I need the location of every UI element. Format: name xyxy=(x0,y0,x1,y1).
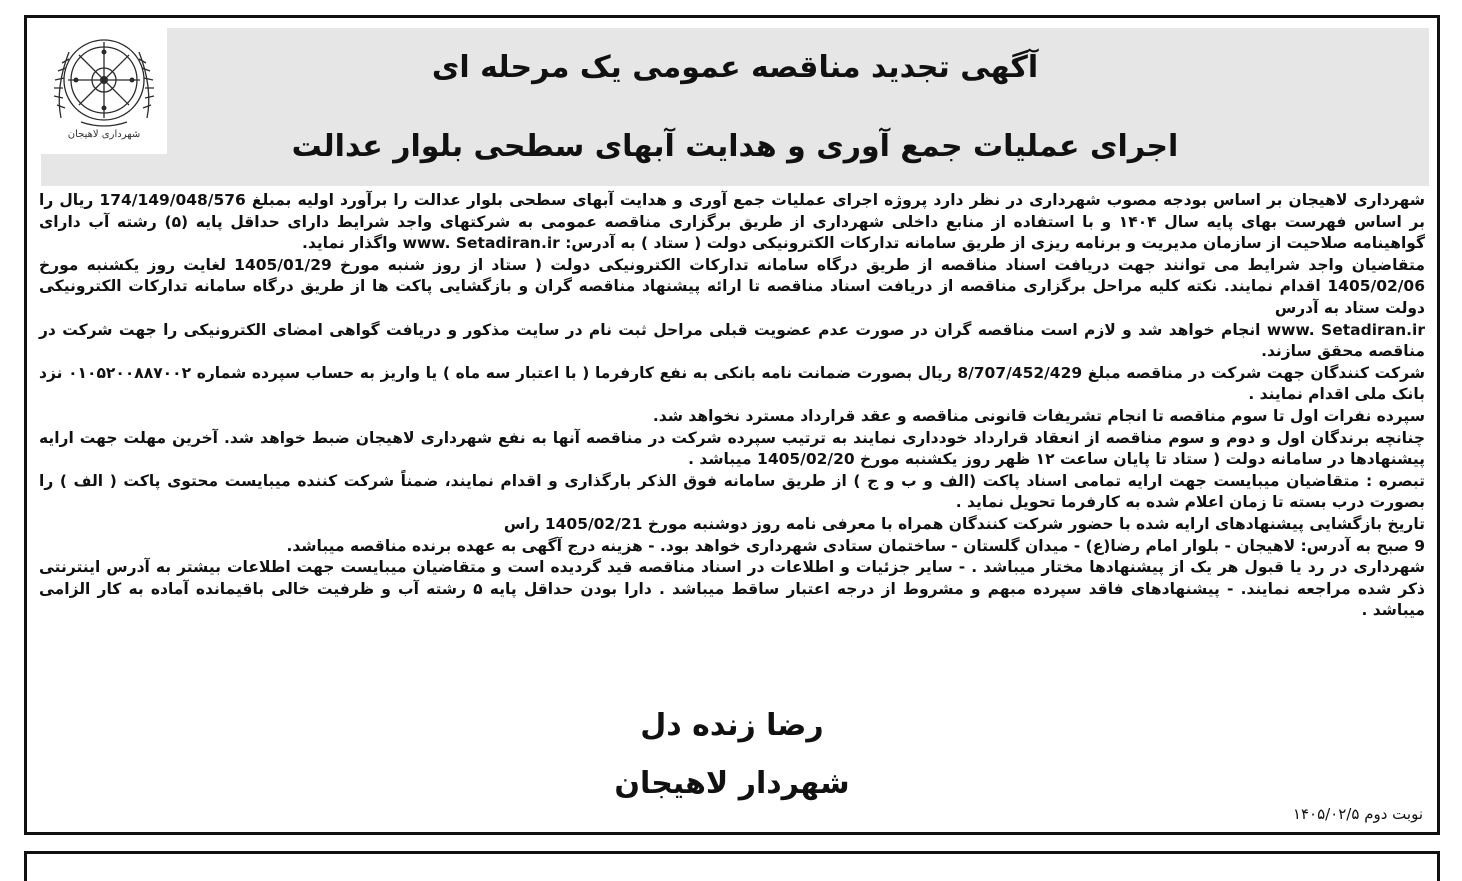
signer-name: رضا زنده دل xyxy=(640,708,824,743)
notice-title: آگهی تجدید مناقصه عمومی یک مرحله ای xyxy=(431,50,1039,85)
signer-title: شهردار لاهیجان xyxy=(614,766,850,801)
paragraph: تبصره : متقاضیان میبایست جهت ارایه تمامی اسناد پاکت (الف و ب و ج ) از طریق سامانه فوق الذکر بارگذاری و اقدام نمایند، ضمناً شرکت کننده میبایست محتوی پاکت ( الف ) را بصورت درب بسته تا زمان اعلام شده به کارفرما تحویل نماید . xyxy=(39,471,1425,512)
municipality-emblem xyxy=(41,28,167,154)
notice-header xyxy=(41,28,1429,186)
paragraph: متقاضیان واجد شرایط می توانند جهت دریافت اسناد مناقصه از طریق درگاه سامانه تدارکات الکترونیکی دولت ( ستاد از روز شنبه مورخ 1405/01/29 لغایت روز یکشنبه مورخ 1405/02/06 اقدام نمایند. نکته کلیه مراحل برگزاری مناقصه از دریافت اسناد مناقصه تا ارائه پیشنهاد مناقصه گران و بازگشایی پاکت ها از طریق درگاه سامانه تدارکات الکترونیکی دولت ستاد به آدرس xyxy=(39,255,1425,317)
tender-notice xyxy=(24,15,1440,835)
paragraph: چنانچه برندگان اول و دوم و سوم مناقصه از انعقاد قرارداد خودداری نمایند به ترتیب سپرده شرکت در مناقصه آنها به نفع شهرداری لاهیجان ضبط خواهد شد. آخرین مهلت جهت ارایه پیشنهادها در سامانه دولت ( ستاد تا پایان ساعت ۱۲ ظهر روز یکشنبه مورخ 1405/02/20 میباشد . xyxy=(39,428,1425,469)
paragraph: www. Setadiran.ir انجام خواهد شد و لازم است مناقصه گران در صورت عدم عضویت قبلی مراحل ثبت نام در سایت مذکور و دریافت گواهی امضای الکترونیکی را جهت شرکت در مناقصه محقق سازند. xyxy=(39,320,1425,361)
paragraph: شرکت کنندگان جهت شرکت در مناقصه مبلغ 8/707/452/429 ریال بصورت ضمانت نامه بانکی به نفع کارفرما ( با اعتبار سه ماه ) یا واریز به حساب سپرده شماره ۰۱۰۵۲۰۰۸۸۷۰۰۲ نزد بانک ملی اقدام نمایند . xyxy=(39,363,1425,404)
paragraph: سپرده نفرات اول تا سوم مناقصه تا انجام تشریفات قانونی مناقصه و عقد قرارداد مسترد نخواهد شد. xyxy=(652,406,1425,425)
emblem-caption: شهرداری لاهیجان xyxy=(67,129,141,140)
notice-subtitle: اجرای عملیات جمع آوری و هدایت آبهای سطحی بلوار عدالت xyxy=(291,129,1179,164)
publication-note: نوبت دوم ۱۴۰۵/۰۲/۵ xyxy=(1292,805,1423,823)
paragraph: 9 صبح به آدرس: لاهیجان - بلوار امام رضا(ع) - میدان گلستان - ساختمان ستادی شهرداری خواهد بود. - هزینه درج آگهی به عهده برنده مناقصه میباشد. xyxy=(286,536,1425,555)
paragraph: شهرداری لاهیجان بر اساس بودجه مصوب شهرداری در نظر دارد پروژه اجرای عملیات جمع آوری و هدایت آبهای سطحی بلوار عدالت را برآورد اولیه بمبلغ 174/149/048/576 ریال را بر اساس فهرست بهای پایه سال ۱۴۰۴ و با استفاده از منابع داخلی شهرداری از طریق برگزاری مناقصه عمومی به شرکتهای واجد شرایط دارای حداقل پایه (۵) رشته آب دارای گواهینامه صلاحیت از سازمان مدیریت و برنامه ریزی از طریق سامانه تدارکات الکترونیکی دولت ( ستاد ) به آدرس: www. Setadiran.ir واگذار نماید. xyxy=(39,191,1425,253)
notice-body xyxy=(39,190,1425,622)
paragraph: تاریخ بازگشایی پیشنهادهای ارایه شده با حضور شرکت کنندگان همراه با معرفی نامه روز دوشنبه مورخ 1405/02/21 راس xyxy=(503,514,1425,533)
paragraph: شهرداری در رد یا قبول هر یک از پیشنهادها مختار میباشد . - سایر جزئیات و اطلاعات در اسناد مناقصه قید گردیده است و متقاضیان میبایست جهت اطلاعات بیشتر به آدرس اینترنتی ذکر شده مراجعه نمایند. - پیشنهادهای فاقد سپرده مبهم و مشروط از درجه اعتبار ساقط میباشد . دارا بودن حداقل پایه ۵ رشته آب و ظرفیت خالی باقیمانده آماده به کار الزامی میباشد . xyxy=(39,558,1425,620)
next-notice-frame xyxy=(24,851,1440,881)
